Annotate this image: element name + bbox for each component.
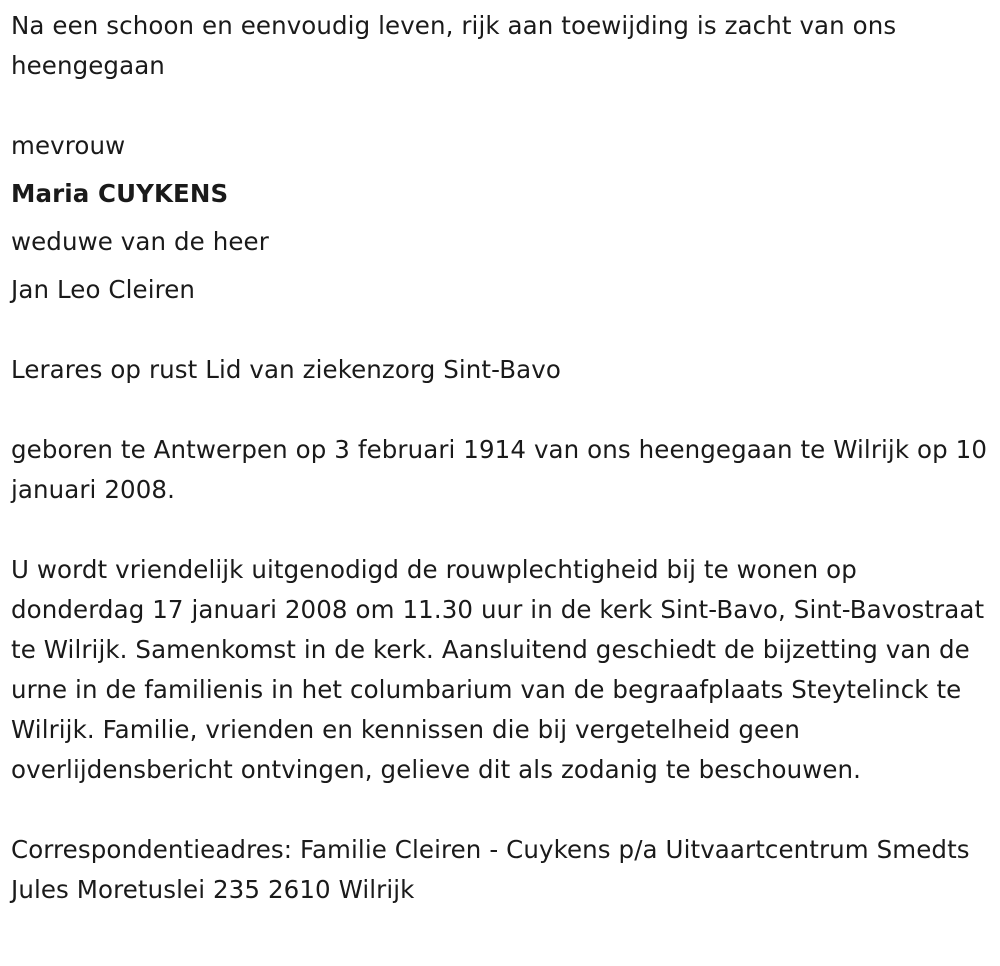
deceased-name: Maria CUYKENS [11,179,229,208]
spouse-name: Jan Leo Cleiren [11,275,196,304]
intro-text: Na een schoon en eenvoudig leven, rijk aan toewijding is zacht van ons heengegaan [11,11,897,80]
occupation-text: Lerares op rust Lid van ziekenzorg Sint-Bavo [11,355,561,384]
obituary-notice [11,6,991,910]
birth-death-text: geboren te Antwerpen op 3 februari 1914 van ons heengegaan te Wilrijk op 10 januari 2008. [11,435,988,504]
honorific: mevrouw [11,131,126,160]
correspondence-address: Correspondentieadres: Familie Cleiren - Cuykens p/a Uitvaartcentrum Smedts Jules Moretuslei 235 2610 Wilrijk [11,835,970,904]
ceremony-text: U wordt vriendelijk uitgenodigd de rouwplechtigheid bij te wonen op donderdag 17 januari 2008 om 11.30 uur in de kerk Sint-Bavo, Sint-Bavostraat te Wilrijk. Samenkomst in de kerk. Aansluitend geschiedt de bijzetting van de urne in de familienis in het columbarium van de begraafplaats Steytelinck te Wilrijk. Familie, vrienden en kennissen die bij vergetelheid geen overlijdensbericht ontvingen, gelieve dit als zodanig te beschouwen. [11,555,985,784]
relation-text: weduwe van de heer [11,227,269,256]
